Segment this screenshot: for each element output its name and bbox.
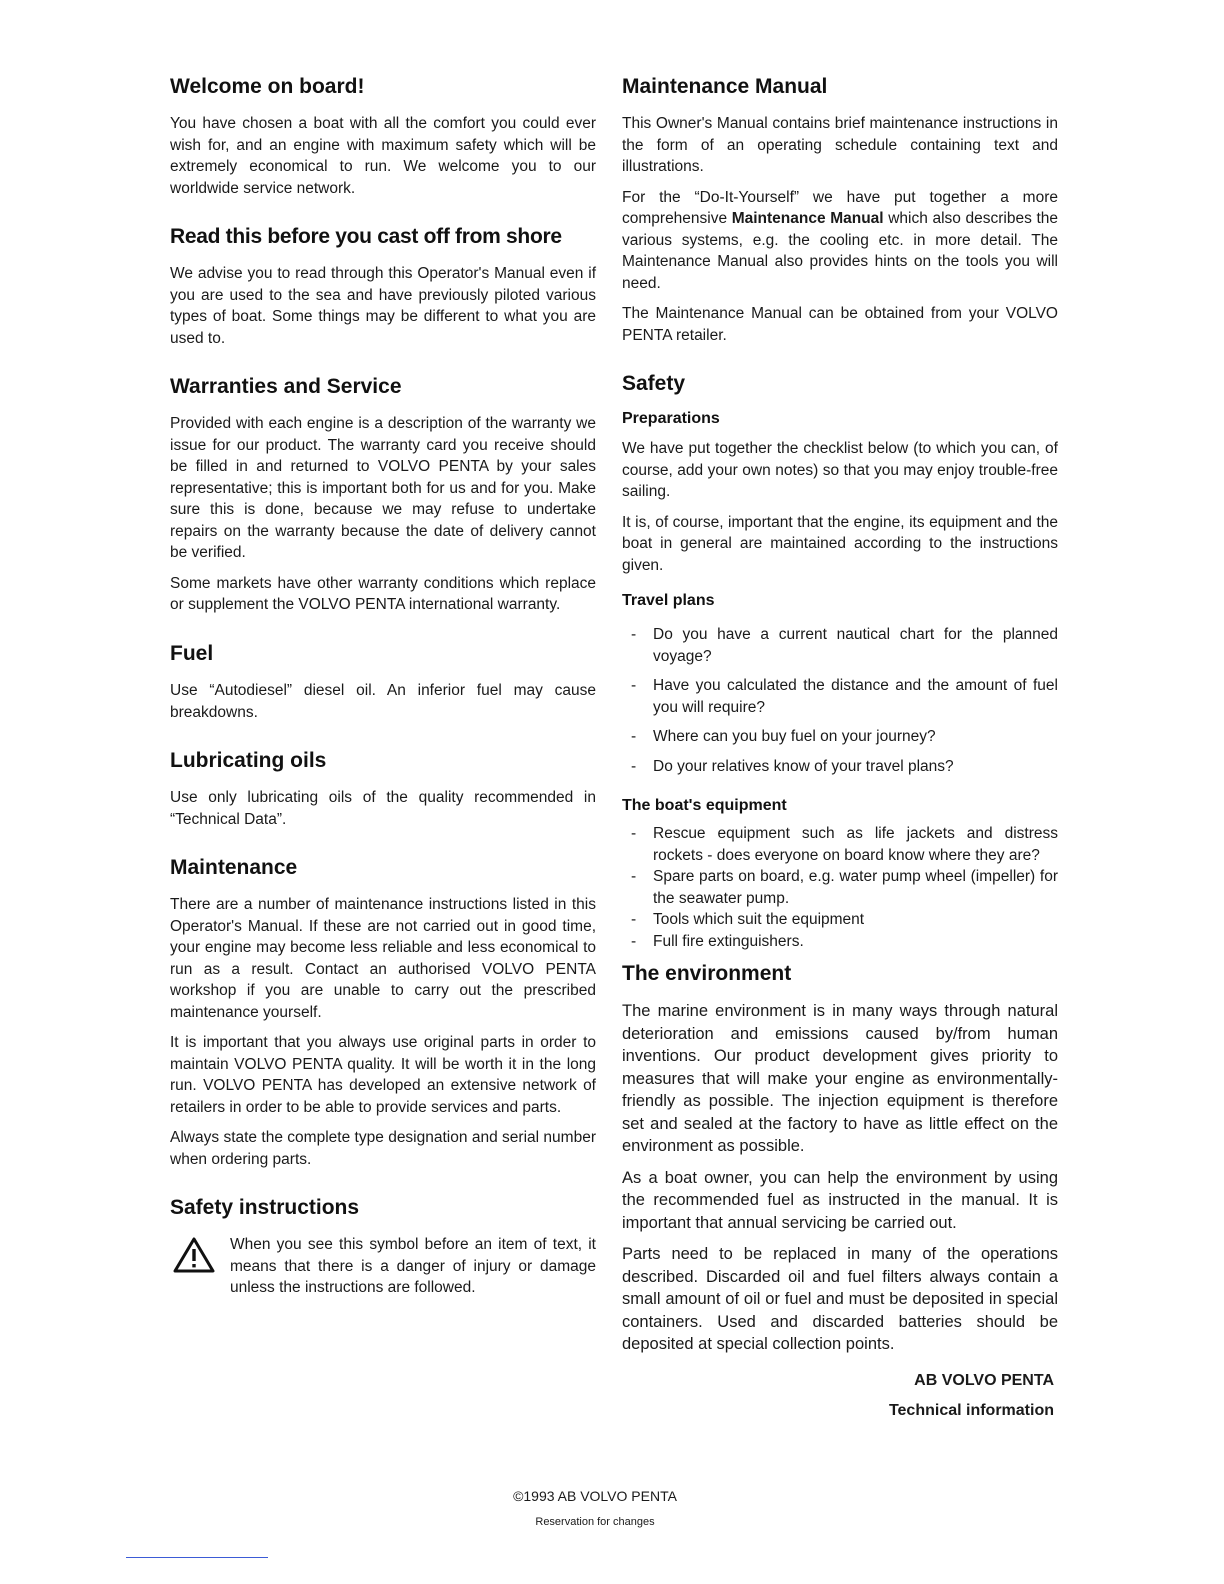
maintenance-manual-heading: Maintenance Manual (622, 75, 828, 98)
safety-instructions-section (170, 1196, 596, 1308)
list-item: - Tools which suit the equipment (653, 909, 1058, 931)
maintenance-text-3: Always state the complete type designation and serial number when ordering parts. (170, 1129, 596, 1168)
maintenance-manual-text-2a: For the “Do-It-Yourself” we have put together a more comprehensive (622, 188, 1058, 228)
list-item: - Full fire extinguishers. (653, 931, 1058, 953)
maintenance-manual-text-2 (622, 187, 1058, 295)
environment-text-3: Parts need to be replaced in many of the operations described. Discarded oil and fuel filters always contain a small amount of oil or fuel and must be deposited in special containers. Used and discarded batteries should be deposited at special collection points. (622, 1245, 1058, 1354)
environment-section (622, 962, 1058, 1426)
maintenance-manual-section (622, 75, 1058, 346)
signature (622, 1366, 1054, 1426)
fuel-heading: Fuel (170, 641, 214, 665)
read-before-section (170, 225, 596, 349)
environment-text-1: The marine environment is in many ways through natural deterioration and emissions caused by/from human inventions. Our product development gives priority to measures that will make your engine as environmentally-friendly as possible. The injection equipment is therefore set and sealed at the factory to have as little effect on the environment as possible. (622, 1002, 1058, 1156)
travel-plans-list (622, 624, 1058, 777)
fuel-section (170, 642, 596, 723)
preparations-text-1: We have put together the checklist below (to which you can, of course, add your own notes) so that you may enjoy trouble-free sailing. (622, 440, 1058, 501)
footnote-rule (126, 1557, 268, 1558)
travel-plans-heading: Travel plans (622, 592, 715, 610)
preparations-heading: Preparations (622, 410, 720, 428)
warning-triangle-icon (172, 1236, 216, 1274)
list-item: - Where can you buy fuel on your journey? (653, 726, 1058, 748)
maintenance-manual-text-1: This Owner's Manual contains brief maintenance instructions in the form of an operating schedule containing text and illustrations. (622, 115, 1058, 176)
warranties-text-2: Some markets have other warranty conditions which replace or supplement the VOLVO PENTA international warranty. (170, 574, 596, 614)
list-item: - Do you have a current nautical chart for the planned voyage? (653, 624, 1058, 667)
environment-text-2: As a boat owner, you can help the environment by using the recommended fuel as instructed in the manual. It is important that annual servicing be carried out. (622, 1168, 1058, 1232)
boat-equipment-list (622, 823, 1058, 952)
left-column (170, 75, 596, 1334)
warranties-text-1: Provided with each engine is a description of the warranty we issue for our product. The warranty card you receive should be filled in and returned to VOLVO PENTA by your sales representative; this is important both for us and for you. Make sure this is done, because we may refuse to undertake repairs on the warranty because the date of delivery cannot be verified. (170, 415, 596, 562)
maintenance-manual-text-3: The Maintenance Manual can be obtained from your VOLVO PENTA retailer. (622, 305, 1058, 344)
reservation-note: Reservation for changes (535, 1515, 655, 1528)
maintenance-heading: Maintenance (170, 856, 298, 880)
warranties-section (170, 375, 596, 616)
environment-heading: The environment (622, 962, 792, 986)
lubricating-heading: Lubricating oils (170, 749, 327, 773)
welcome-text: You have chosen a boat with all the comfort you could ever wish for, and an engine with maximum safety which will be extremely economical to run. We welcome you to our worldwide service network. (170, 115, 596, 197)
maintenance-manual-text-2b: which also describes the various systems, e.g. the cooling etc. in more detail. The Maintenance Manual also provides hints on the tools you will need. (622, 210, 1058, 292)
list-item: - Have you calculated the distance and the amount of fuel you will require? (653, 675, 1058, 718)
right-column (622, 75, 1058, 1452)
welcome-section (170, 75, 596, 199)
list-item: - Spare parts on board, e.g. water pump wheel (impeller) for the seawater pump. (653, 866, 1058, 909)
boat-equipment-heading: The boat's equipment (622, 797, 787, 815)
signature-dept: Technical information (888, 1401, 1054, 1419)
safety-instructions-heading: Safety instructions (170, 1196, 360, 1220)
list-item: - Do your relatives know of your travel plans? (653, 756, 1058, 778)
welcome-heading: Welcome on board! (170, 75, 365, 98)
read-before-heading: Read this before you cast off from shore (170, 225, 562, 249)
maintenance-text-1: There are a number of maintenance instructions listed in this Operator's Manual. If these are not carried out in good time, your engine may become less reliable and less economical to run as a result. Contact an authorised VOLVO PENTA workshop if you are unable to carry out the prescribed maintenance yourself. (170, 896, 596, 1021)
warranties-heading: Warranties and Service (170, 375, 402, 399)
lubricating-text: Use only lubricating oils of the quality recommended in “Technical Data”. (170, 789, 596, 828)
preparations-text-2: It is, of course, important that the engine, its equipment and the boat in general are maintained according to the instructions given. (622, 513, 1058, 574)
warning-row (170, 1234, 596, 1308)
list-item: - Rescue equipment such as life jackets and distress rockets - does everyone on board know where they are? (653, 823, 1058, 866)
safety-heading: Safety (622, 372, 686, 396)
safety-section (622, 372, 1058, 952)
maintenance-text-2: It is important that you always use original parts in order to maintain VOLVO PENTA quality. It will be worth it in the long run. VOLVO PENTA has developed an extensive network of retailers in order to be able to provide services and parts. (170, 1034, 596, 1116)
fuel-text: Use “Autodiesel” diesel oil. An inferior fuel may cause breakdowns. (170, 682, 596, 721)
page-footer (0, 1486, 1190, 1533)
safety-instructions-text: When you see this symbol before an item of text, it means that there is a danger of injury or damage unless the instructions are followed. (230, 1236, 596, 1297)
copyright: ©1993 AB VOLVO PENTA (513, 1488, 677, 1504)
maintenance-section (170, 856, 596, 1170)
read-before-text: We advise you to read through this Operator's Manual even if you are used to the sea and have previously piloted various types of boat. Some things may be different to what you are used to. (170, 265, 596, 347)
maintenance-manual-bold: Maintenance Manual (731, 210, 884, 228)
signature-company: AB VOLVO PENTA (914, 1371, 1054, 1389)
lubricating-section (170, 749, 596, 830)
